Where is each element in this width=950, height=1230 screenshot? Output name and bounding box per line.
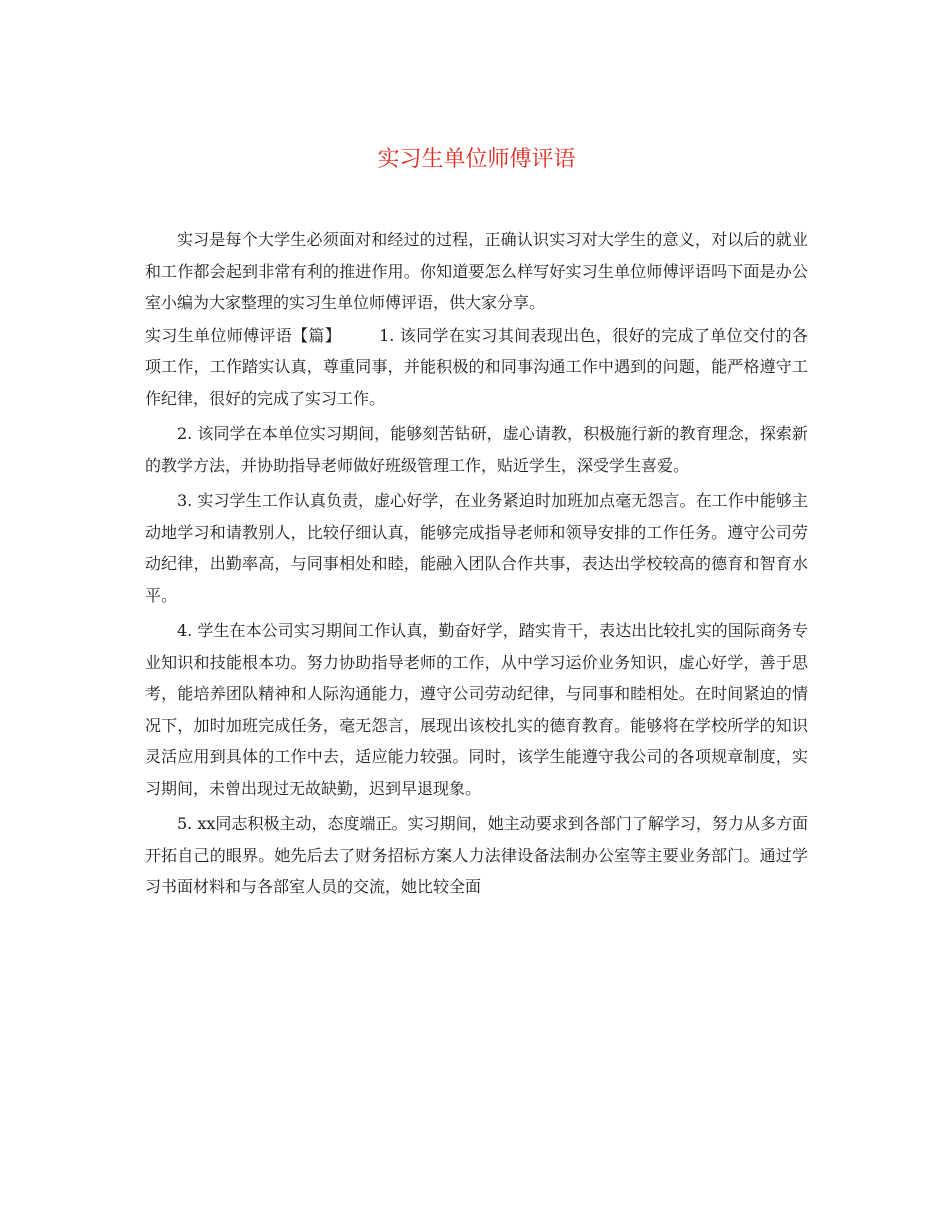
item-1-paragraph: [145, 320, 808, 415]
section-heading: 实习生单位师傅评语【篇】: [145, 325, 342, 345]
document-title: 实习生单位师傅评语: [377, 147, 576, 172]
item-1-text: 1. 该同学在实习其间表现出色，很好的完成了单位交付的各项工作，工作踏实认真，尊重同事，并能积极的和同事沟通工作中遇到的问题，能严格遵守工作纪律，很好的完成了实习工作。: [145, 325, 808, 408]
document-page: [145, 140, 808, 907]
item-4-paragraph: 4. 学生在本公司实习期间工作认真，勤奋好学，踏实肯干，表达出比较扎实的国际商务专业知识和技能根本功。努力协助指导老师的工作，从中学习运价业务知识，虚心好学，善于思考，能培养团队精神和人际沟通能力，遵守公司劳动纪律，与同事和睦相处。在时间紧迫的情况下，加时加班完成任务，毫无怨言，展现出该校扎实的德育教育。能够将在学校所学的知识灵活应用到具体的工作中去，适应能力较强。同时，该学生能遵守我公司的各项规章制度，实习期间，未曾出现过无故缺勤，迟到早退现象。: [145, 621, 808, 798]
item-5-paragraph: 5. xx同志积极主动，态度端正。实习期间，她主动要求到各部门了解学习，努力从多方面开拓自己的眼界。她先后去了财务招标方案人力法律设备法制办公室等主要业务部门。通过学习书面材料和与各部室人员的交流，她比较全面: [145, 814, 808, 896]
intro-paragraph: 实习是每个大学生必须面对和经过的过程，正确认识实习对大学生的意义，对以后的就业和工作都会起到非常有利的推进作用。你知道要怎么样写好实习生单位师傅评语吗下面是办公室小编为大家整理的实习生单位师傅评语，供大家分享。: [145, 230, 808, 312]
item-2-paragraph: 2. 该同学在本单位实习期间，能够刻苦钻研，虚心请教，积极施行新的教育理念，探索新的教学方法，并协助指导老师做好班级管理工作，贴近学生，深受学生喜爱。: [145, 424, 808, 475]
item-3-paragraph: 3. 实习学生工作认真负责，虚心好学，在业务紧迫时加班加点毫无怨言。在工作中能够主动地学习和请教别人，比较仔细认真，能够完成指导老师和领导安排的工作任务。遵守公司劳动纪律，出勤率高，与同事相处和睦，能融入团队合作共事，表达出学校较高的德育和智育水平。: [145, 491, 808, 605]
